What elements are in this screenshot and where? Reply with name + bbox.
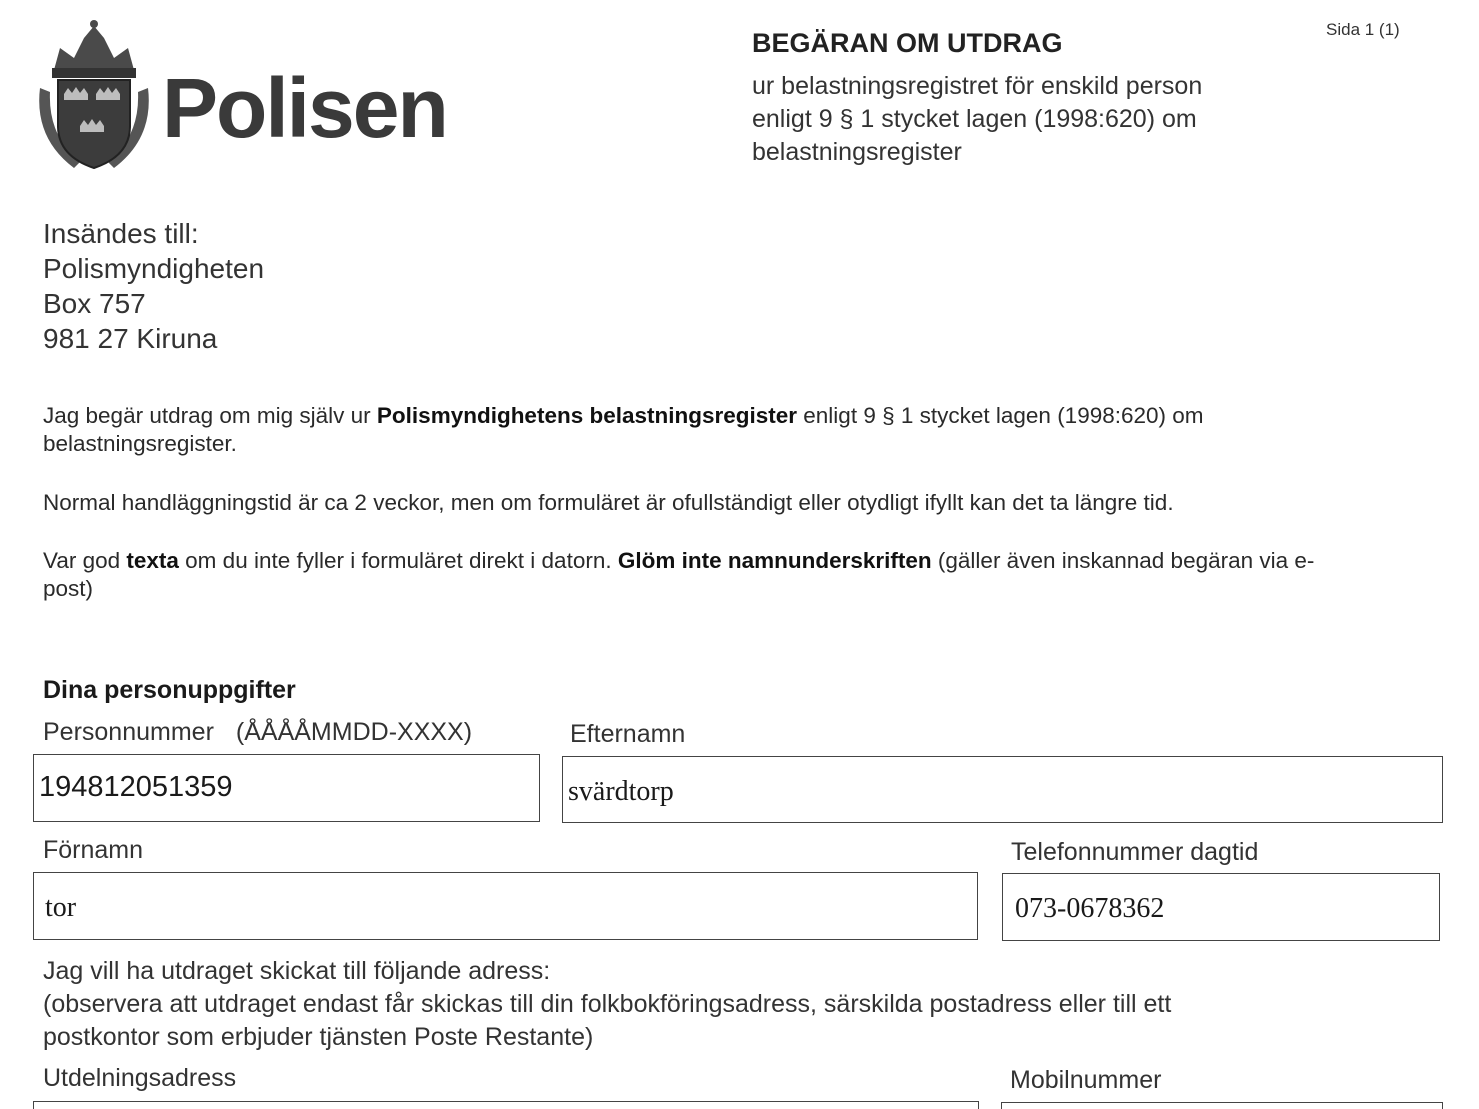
document-title: BEGÄRAN OM UTDRAG (752, 28, 1063, 58)
telefon-label: Telefonnummer dagtid (1011, 838, 1259, 866)
efternamn-field[interactable] (562, 756, 1443, 823)
telefon-field[interactable] (1002, 873, 1440, 941)
personnummer-label (43, 718, 472, 747)
bold-span: texta (126, 548, 179, 573)
subtitle-line: enligt 9 § 1 stycket lagen (1998:620) om (752, 105, 1197, 133)
text-span: Var god (43, 548, 127, 573)
efternamn-label: Efternamn (570, 720, 686, 748)
text-span: enligt 9 § 1 stycket lagen (1998:620) om belastningsregister. (43, 403, 1204, 456)
subtitle-line: ur belastningsregistret för enskild person (752, 72, 1203, 100)
police-emblem-icon (34, 18, 154, 174)
personnummer-field[interactable] (33, 754, 540, 822)
label-text: Personnummer (43, 718, 214, 746)
personnummer-value: 194812051359 (39, 771, 233, 803)
address-line: Insändes till: (43, 218, 199, 249)
subtitle-line: belastningsregister (752, 138, 962, 166)
note-line: postkontor som erbjuder tjänsten Poste Restante) (43, 1023, 594, 1051)
document-subtitle (752, 70, 1312, 169)
format-hint: (ÅÅÅÅMMDD-XXXX) (235, 718, 473, 746)
note-line: (observera att utdraget endast får skickas till din folkbokföringsadress, särskilda postadress eller till ett (43, 990, 1172, 1018)
utdelningsadress-label: Utdelningsadress (43, 1064, 237, 1092)
address-line: Polismyndigheten (43, 253, 265, 284)
address-line: 981 27 Kiruna (43, 323, 218, 354)
mobilnummer-label: Mobilnummer (1010, 1066, 1162, 1094)
instructions-paragraph (43, 547, 1333, 603)
telefon-value: 073-0678362 (1015, 893, 1165, 924)
fornamn-field[interactable] (33, 872, 978, 940)
text-span: (gäller även inskannad begäran via e-post) (43, 548, 1315, 601)
recipient-address (43, 216, 264, 356)
section-title-personal-details: Dina personuppgifter (43, 676, 296, 704)
fornamn-label: Förnamn (43, 836, 144, 864)
processing-time-paragraph: Normal handläggningstid är ca 2 veckor, men om formuläret är ofullständigt eller otydligt ifyllt kan det ta längre tid. (43, 490, 1174, 515)
address-line: Box 757 (43, 288, 146, 319)
logo-wordmark: Polisen (162, 61, 447, 155)
intro-request-paragraph (43, 402, 1243, 458)
efternamn-value: svärdtorp (568, 776, 674, 807)
bold-span: Polismyndighetens belastningsregister (376, 403, 798, 428)
fornamn-value: tor (45, 892, 77, 923)
utdelningsadress-field[interactable] (33, 1101, 979, 1109)
mobilnummer-field[interactable] (1001, 1102, 1443, 1109)
text-span: Jag begär utdrag om mig själv ur (43, 403, 377, 428)
delivery-address-note (43, 955, 1363, 1054)
bold-span: Glöm inte namnunderskriften (617, 548, 932, 573)
text-span: om du inte fyller i formuläret direkt i datorn. (178, 548, 618, 573)
note-line: Jag vill ha utdraget skickat till följande adress: (43, 957, 551, 985)
page-number: Sida 1 (1) (1326, 20, 1400, 39)
